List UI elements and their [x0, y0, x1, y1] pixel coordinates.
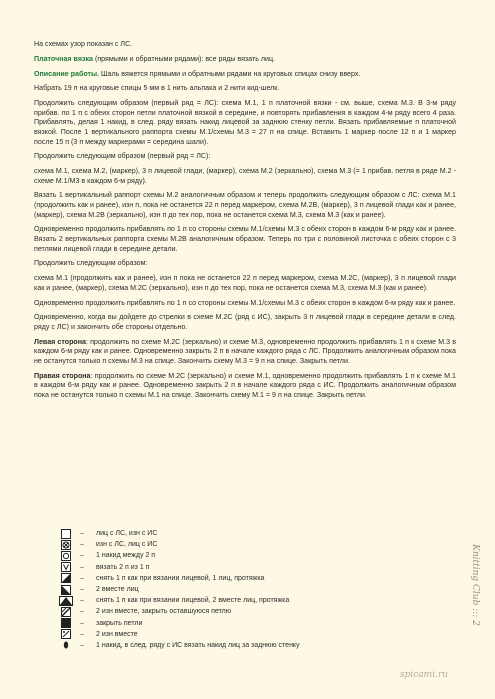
- legend-text: 2 изн вместе, закрыть оставшуюся петлю: [96, 608, 231, 616]
- magazine-brand: Knitting Club ::: 2: [470, 544, 480, 626]
- legend-row: – лиц с ЛС, изн с ИС: [58, 528, 418, 539]
- platok-heading: Платочная вязка: [34, 54, 93, 63]
- crossed-circle-square-icon: [58, 540, 74, 550]
- legend-row: – 2 изн вместе: [58, 629, 418, 640]
- three-together-icon: [58, 607, 74, 617]
- legend-row: – закрыть петли: [58, 618, 418, 629]
- site-watermark: spicami.ru: [400, 670, 449, 680]
- paragraph-9: Одновременно, когда вы дойдете до стрелки в схеме М.2С (ряд с ИС), закрыть 3 п лицевой глади в середине детали в след. ряду с ЛС) и закончить обе стороны отдельно.: [34, 313, 456, 331]
- legend-row: – снять 1 п как при вязании лицевой, 2 вместе лиц, протяжка: [58, 595, 418, 606]
- legend-text: лиц с ЛС, изн с ИС: [96, 530, 158, 538]
- legend-row: – 1 накид между 2 п: [58, 550, 418, 561]
- letter-v-icon: [58, 562, 74, 572]
- filled-square-icon: [58, 618, 74, 628]
- platok-text: (прямыми и обратными рядами): все ряды вязать лиц.: [92, 54, 276, 63]
- legend-text: вязать 2 п из 1 п: [96, 563, 150, 571]
- paragraph-3: схема М.1, схема М.2, (маркер), 3 п лицевой глади, (маркер), схема М.2 (зеркально), схема М.3 (= 1 прибав. петля в ряде М.2 - схеме М.1/М3 в каждом 6-м ряду).: [34, 167, 456, 185]
- left-side-paragraph: [34, 338, 456, 367]
- legend-text: 2 вместе лиц: [96, 586, 139, 594]
- paragraph-6: Продолжить следующим образом:: [34, 259, 148, 268]
- opisanie-paragraph: [34, 70, 456, 80]
- legend-text: изн с ЛС, лиц с ИС: [96, 541, 158, 549]
- slip-left-icon: [58, 573, 74, 583]
- legend-row: – 1 накид, в след. ряду с ИС вязать накид лиц за заднюю стенку: [58, 640, 418, 651]
- paragraph-4: Вязать 1 вертикальный раппорт схемы М.2 аналогичным образом и теперь продолжить следующим образом с ЛС: схема М.1 (продолжить как и ранее), изн п, пока не останется 22 п перед маркером, схема М.2В, (маркер), 3 п лицевой глади как и ранее, (маркер), схема М.2В (зеркально), изн п до тех пор, пока не останется схема М.3, схема М.3 (как и ранее).: [34, 191, 456, 219]
- decrease-right-icon: [58, 585, 74, 595]
- platok-paragraph: [34, 55, 456, 65]
- legend-row: – 2 вместе лиц: [58, 584, 418, 595]
- legend-text: 1 накид, в след. ряду с ИС вязать накид лиц за заднюю стенку: [96, 641, 300, 649]
- paragraph-8: Одновременно продолжить прибавлять по 1 п со стороны схемы М.1/схемы М.3 с обеих сторон в каждом 6-м ряду как и ранее.: [34, 298, 456, 307]
- legend-text: закрыть петли: [96, 619, 143, 627]
- opisanie-text: Шаль вяжется прямыми и обратными рядами на круговых спицах снизу вверх.: [99, 69, 361, 78]
- instructions-text: [34, 40, 456, 406]
- intro-paragraph: На схемах узор показан с ЛС.: [34, 40, 133, 48]
- legend-row: – снять 1 п как при вязании лицевой, 1 лиц, протяжка: [58, 573, 418, 584]
- legend-text: 1 накид между 2 п: [96, 552, 156, 560]
- double-decrease-icon: [58, 596, 74, 606]
- right-side-text: : продолжить по схеме М.2С (зеркально) и схеме М.1, одновременно продолжить прибавлять 1 п к схеме М.1 в каждом 6-м ряду как и ранее. Одновременно закрыть 2 п в начале каждого ряда с ИС. Продолжить аналогичным образом пока не останутся только п схемы М.1 на спице. Закончить схему М.1 = 9 п на спице. Закрыть петли.: [34, 371, 456, 399]
- paragraph-2: Продолжить следующим образом (первый ряд = ЛС):: [34, 152, 211, 161]
- symbol-legend: [58, 528, 418, 651]
- paragraph-5: Одновременно продолжить прибавлять по 1 п со стороны схемы М.1/схемы М.3 с обеих сторон в каждом 6-м ряду как и ранее. Вязать 2 вертикальных раппорта схемы М.2В аналогичным образом. Теперь по три с половиной листочка с обеих сторон с 3 петлями лицевой глади в середине детали.: [34, 225, 456, 253]
- left-side-text: : продолжить по схеме М.2С (зеркально) и схеме М.3, одновременно продолжить прибавлять 1 п к схеме М.3 в каждом 6-м ряду как и ранее. Одновременно закрыть 2 п в начале каждого ряда с ЛС. Продолжить аналогичным образом пока не останутся только п схемы М.3 на спице. Закончить схему М.3 = 9 п на спице. Закрыть петли.: [34, 337, 456, 365]
- legend-row: – 2 изн вместе, закрыть оставшуюся петлю: [58, 606, 418, 617]
- legend-row: – изн с ЛС, лиц с ИС: [58, 539, 418, 550]
- paragraph-1: Продолжить следующим образом (первый ряд = ЛС): схема М.1, 1 п платочной вязки - см. выше, схема М.3. В 3-м ряду прибав. по 1 п с обеих сторон петли платочной вязкой в середине, и повторять прибавления в каждом 4-м ряду всего 4 раза. Прибавлять, делая 1 накид, в след. ряду вязать накид лицевой за заднюю стенку петли. Вязать прибавляемые п платочной вязкой. После 1 вертикального раппорта схемы М.1/схемы М.3 = 27 п на спице. Вставить 1 маркер после 12 п и 1 маркер после 15 п (3 п между маркерами = середина шали).: [34, 99, 456, 146]
- two-purl-icon: [58, 629, 74, 639]
- paragraph-7: схема М.1 (продолжить как и ранее), изн п пока не останется 22 п перед маркером, схема М.2С, (маркер), 3 п лицевой глади как и ранее, (маркер), схема М.2С (зеркально), изн п до тех пор, пока не останется схема М.3, схема М.3 (как и ранее).: [34, 274, 456, 292]
- right-side-paragraph: [34, 372, 456, 401]
- right-side-heading: Правая сторона: [34, 371, 91, 380]
- legend-text: снять 1 п как при вязании лицевой, 1 лиц, протяжка: [96, 574, 265, 582]
- cast-on-paragraph: Набрать 19 п на круговые спицы 5 мм в 1 нить альпака и 2 нити кид-шелк.: [34, 84, 280, 93]
- legend-text: снять 1 п как при вязании лицевой, 2 вместе лиц, протяжка: [96, 597, 290, 605]
- circle-icon: [58, 551, 74, 561]
- filled-dot-icon: [58, 640, 74, 650]
- left-side-heading: Левая сторона: [34, 337, 86, 346]
- opisanie-heading: Описание работы.: [34, 69, 100, 78]
- legend-text: 2 изн вместе: [96, 630, 138, 638]
- legend-row: – вязать 2 п из 1 п: [58, 562, 418, 573]
- empty-square-icon: [58, 529, 74, 539]
